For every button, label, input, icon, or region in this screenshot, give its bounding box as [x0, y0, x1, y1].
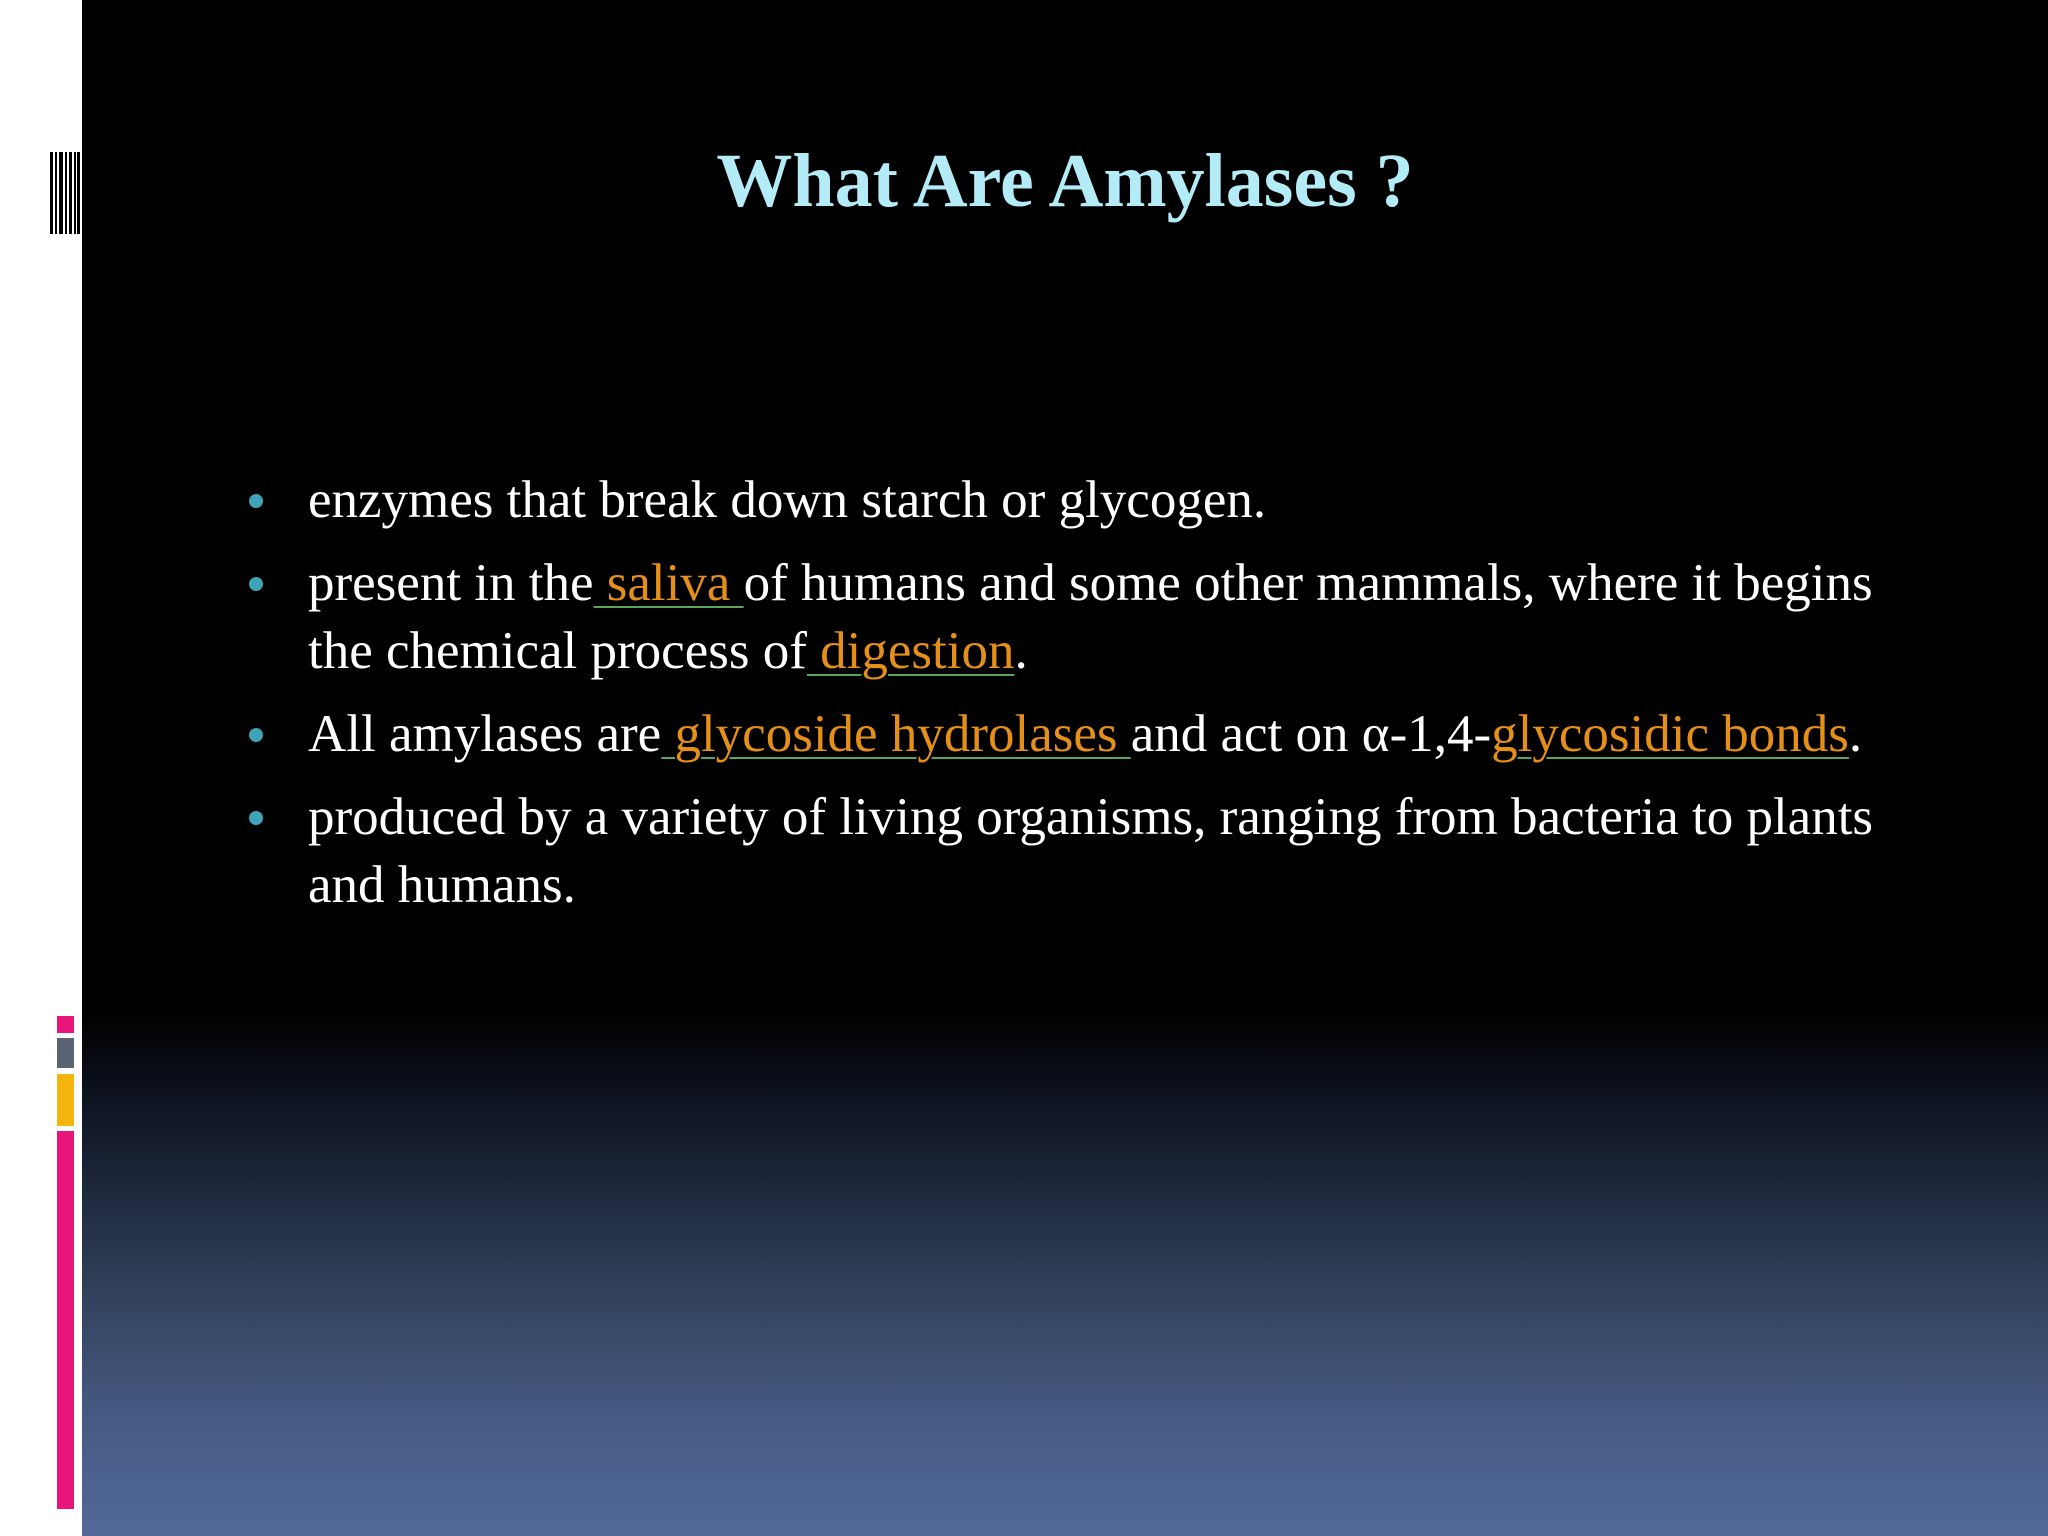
- bullet-line: [308, 466, 2008, 534]
- bullet-line: [308, 549, 2008, 617]
- accent-yellow-block: [57, 1074, 74, 1126]
- bullet-dot-icon: [249, 728, 263, 742]
- bullet-text: All amylases are: [308, 705, 662, 763]
- hyperlink[interactable]: saliva: [593, 554, 744, 612]
- bullet-line: [308, 851, 2008, 919]
- hyperlink[interactable]: glycoside hydrolases: [661, 705, 1131, 763]
- bullet-item: [82, 466, 2048, 534]
- left-decor-strip: [0, 0, 82, 1536]
- bullet-text: and humans.: [308, 856, 576, 914]
- slide-title: What Are Amylases ?: [716, 139, 1414, 223]
- bullet-text: of humans and some other mammals, where it begins: [743, 554, 1873, 612]
- accent-pink-small: [57, 1016, 74, 1033]
- slide-content: [82, 0, 2048, 1536]
- bullet-item: [82, 549, 2048, 685]
- bullet-text: the chemical process of: [308, 622, 807, 680]
- bullet-item: [82, 783, 2048, 919]
- bullet-line: [308, 783, 2008, 851]
- bullet-item: [82, 700, 2048, 768]
- hyperlink[interactable]: digestion: [806, 622, 1015, 680]
- barcode-decoration-icon: [50, 152, 80, 234]
- accent-gray-block: [57, 1038, 74, 1068]
- bullet-text: .: [1848, 705, 1863, 763]
- bullet-text: and act on α-1,4-: [1130, 705, 1492, 763]
- bullet-dot-icon: [249, 577, 263, 591]
- bullet-dot-icon: [249, 494, 263, 508]
- bullet-text: produced by a variety of living organisms, ranging from bacteria to plants: [308, 788, 1874, 846]
- accent-pink-bar: [57, 1131, 74, 1509]
- bullet-line: [308, 700, 2008, 768]
- bullet-text: enzymes that break down starch or glycogen.: [308, 471, 1267, 529]
- bullet-text: present in the: [308, 554, 594, 612]
- bullet-text: .: [1014, 622, 1028, 680]
- hyperlink[interactable]: glycosidic bonds: [1491, 705, 1849, 763]
- bullet-list: [82, 466, 2048, 934]
- bullet-dot-icon: [249, 811, 263, 825]
- bullet-line: [308, 617, 2008, 685]
